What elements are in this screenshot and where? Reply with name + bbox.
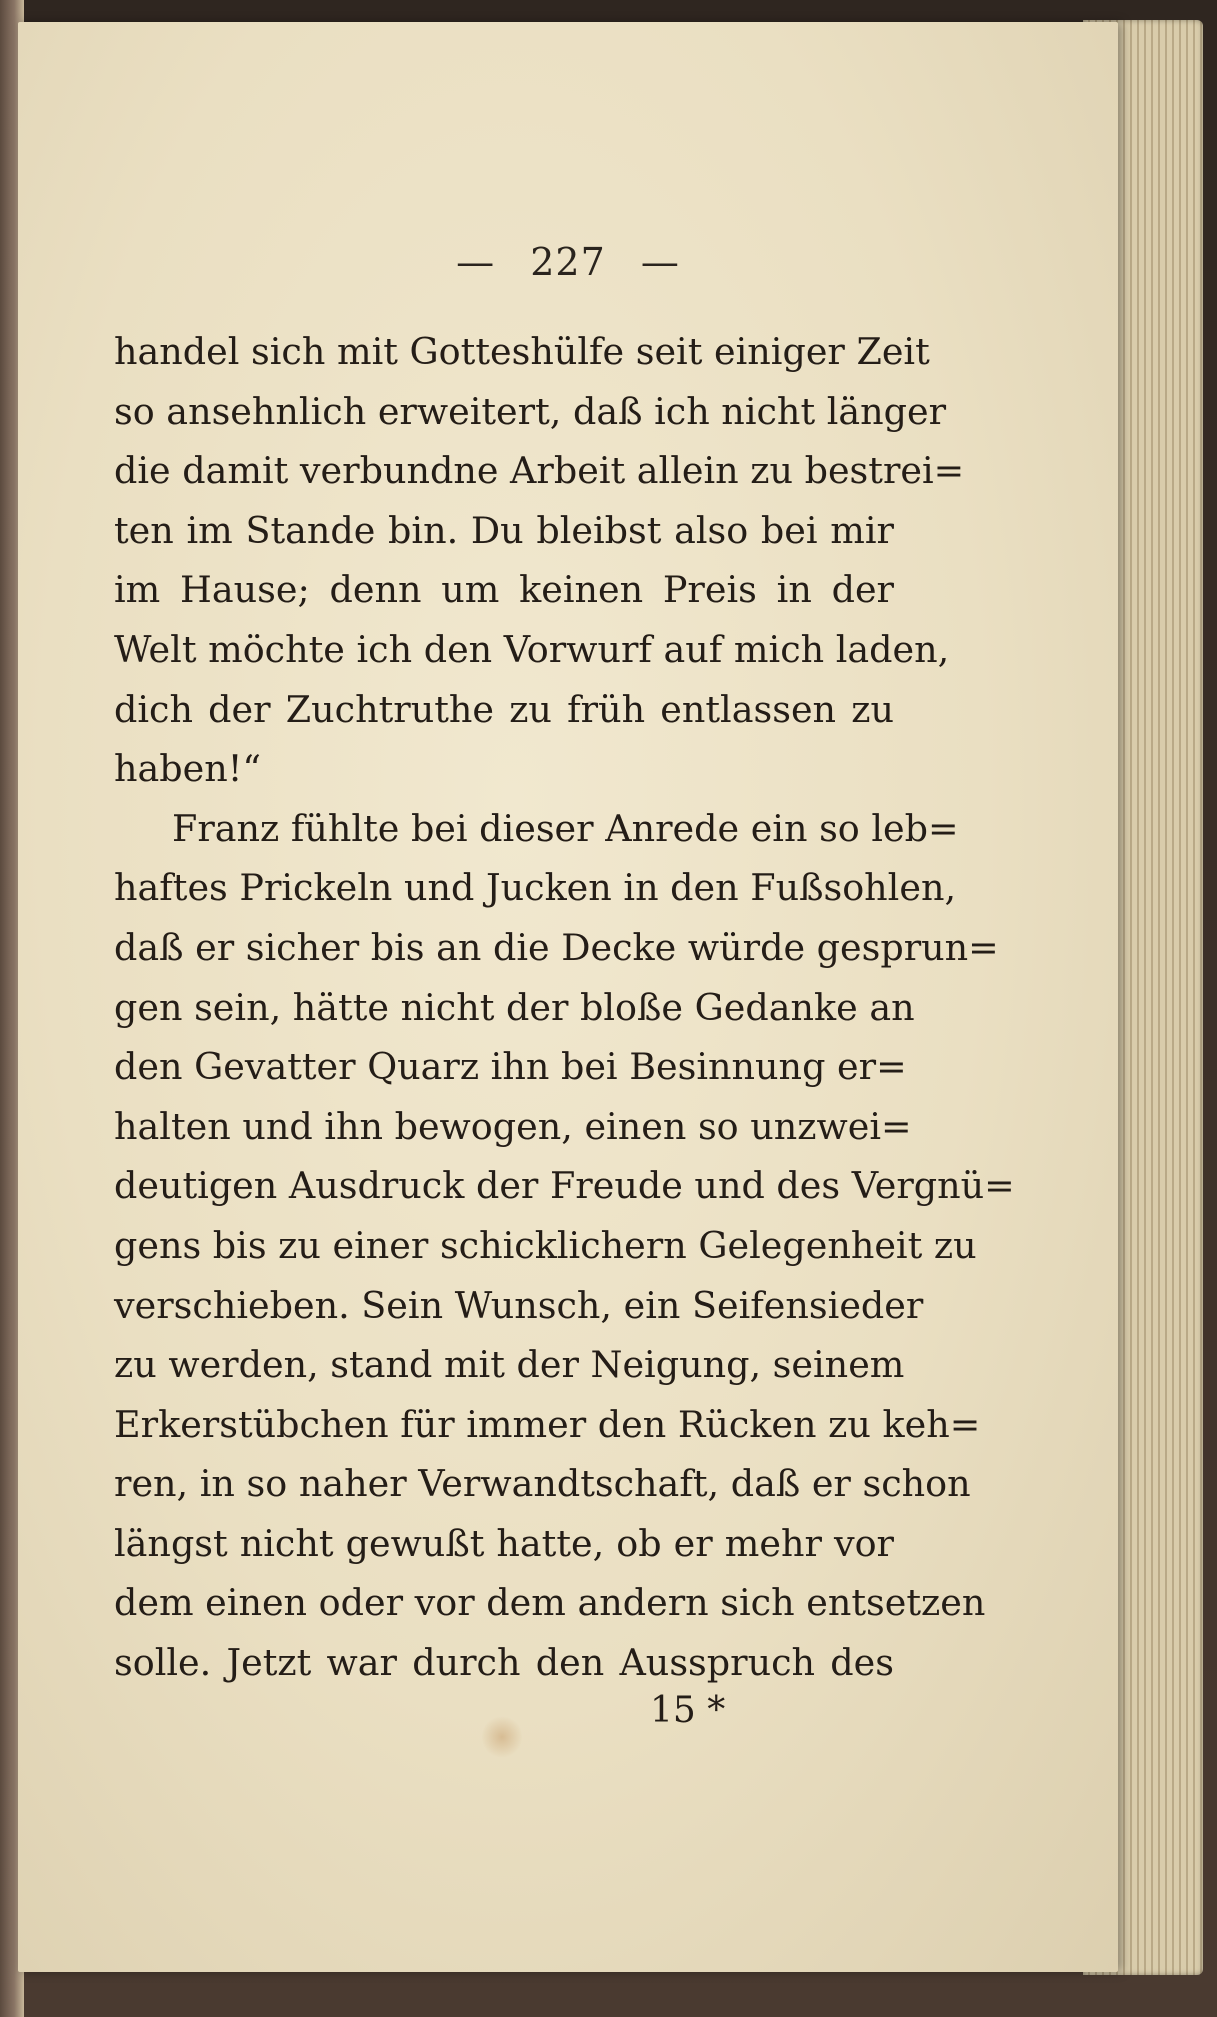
text-line: daß er sicher bis an die Decke würde gesprun= xyxy=(114,925,999,969)
page-header xyxy=(18,240,1118,284)
text-line: zu werden, stand mit der Neigung, seinem xyxy=(114,1343,905,1387)
text-line: haftes Prickeln und Jucken in den Fußsohlen, xyxy=(114,866,957,910)
header-dash-right: — xyxy=(640,240,680,284)
text-line: ren, in so naher Verwandtschaft, daß er schon xyxy=(114,1462,971,1506)
text-line: Erkerstübchen für immer den Rücken zu keh= xyxy=(114,1402,981,1446)
text-line: gen sein, hätte nicht der bloße Gedanke an xyxy=(114,985,915,1029)
text-line: Franz fühlte bei dieser Anrede ein so leb= xyxy=(172,806,959,850)
text-line: halten und ihn bewogen, einen so unzwei= xyxy=(114,1104,912,1148)
text-line: den Gevatter Quarz ihn bei Besinnung er= xyxy=(114,1045,907,1089)
text-line: längst nicht gewußt hatte, ob er mehr vor xyxy=(114,1521,894,1565)
book-page xyxy=(18,22,1118,1972)
paper-stain xyxy=(482,1715,522,1759)
text-line: verschieben. Sein Wunsch, ein Seifensieder xyxy=(114,1283,924,1327)
text-line: ten im Stande bin. Du bleibst also bei mir xyxy=(114,508,894,552)
text-line: die damit verbundne Arbeit allein zu bestrei= xyxy=(114,449,965,493)
text-line: solle. Jetzt war durch den Ausspruch des xyxy=(114,1641,894,1685)
text-line: gens bis zu einer schicklichern Gelegenheit zu xyxy=(114,1223,977,1267)
signature-mark: 15 * xyxy=(650,1690,726,1731)
text-line: deutigen Ausdruck der Freude und des Vergnü= xyxy=(114,1164,1015,1208)
text-line: dem einen oder vor dem andern sich entsetzen xyxy=(114,1581,986,1625)
text-line: so ansehnlich erweitert, daß ich nicht länger xyxy=(114,389,947,433)
page-number: 227 xyxy=(530,240,606,284)
body-text xyxy=(114,322,1015,1693)
text-line: haben!“ xyxy=(114,747,262,791)
text-line: handel sich mit Gotteshülfe seit einiger Zeit xyxy=(114,330,930,373)
text-line: Welt möchte ich den Vorwurf auf mich laden, xyxy=(114,627,950,671)
text-line: dich der Zuchtruthe zu früh entlassen zu xyxy=(114,687,894,731)
text-line: im Hause; denn um keinen Preis in der xyxy=(114,568,894,612)
header-dash-left: — xyxy=(456,240,496,284)
